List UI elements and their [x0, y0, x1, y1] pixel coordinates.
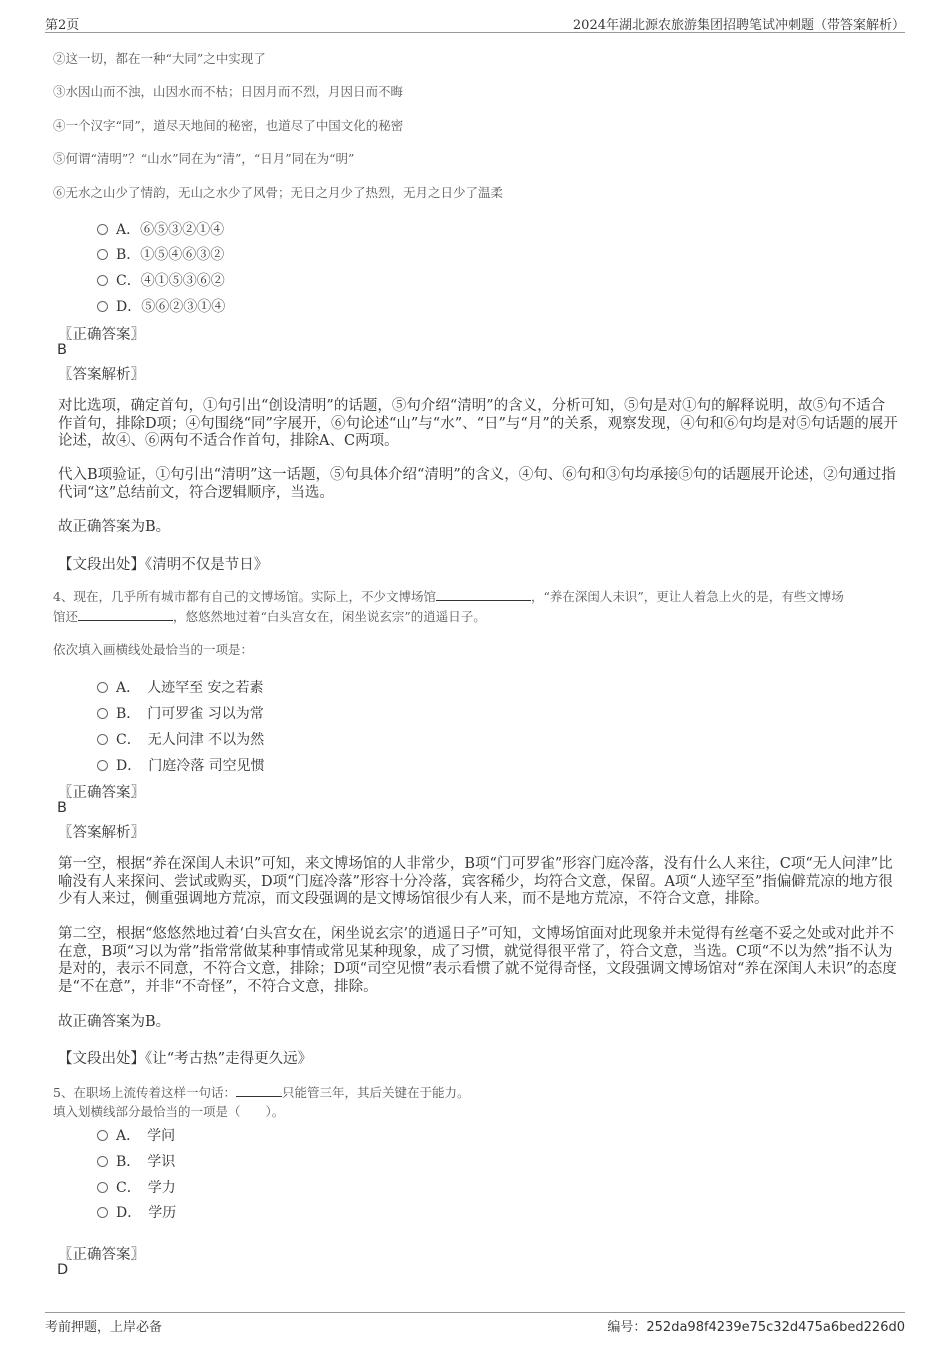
q5-option-a[interactable]: A． 学问 [97, 1125, 175, 1145]
radio-icon[interactable] [97, 1156, 108, 1167]
q3-analysis-p2: 代入B项验证，①句引出“清明”这一话题，⑤句具体介绍“清明”的含义，④句、⑥句和③句均承接⑤句的话题展开论述，②句通过指代词“这”总结前文，符合逻辑顺序，当选。 [58, 467, 896, 501]
q4-option-c[interactable]: C． 无人问津 不以为然 [97, 729, 264, 749]
fill-blank[interactable] [236, 1084, 282, 1097]
q4-stem-line2: 馆还 ，悠悠然地过着“白头宫女在，闲坐说玄宗”的逍遥日子。 [53, 609, 486, 624]
radio-icon[interactable] [97, 275, 108, 286]
sentence-3: ③水因山而不浊，山因水而不枯；日因月而不烈，月因日而不晦 [53, 84, 404, 99]
radio-icon[interactable] [97, 734, 108, 745]
q4-analysis-label: 〖答案解析〗 [58, 825, 145, 841]
sentence-2: ②这一切，都在一种“大同”之中实现了 [53, 51, 266, 66]
q3-analysis-label: 〖答案解析〗 [58, 367, 145, 383]
q3-option-b[interactable]: B．①⑤④⑥③② [97, 244, 224, 264]
page-number: 第2页 [45, 18, 80, 33]
q5-option-c[interactable]: C． 学力 [97, 1177, 176, 1197]
q3-analysis-p3: 故正确答案为B。 [58, 519, 171, 535]
q3-option-c[interactable]: C．④①⑤③⑥② [97, 270, 225, 290]
footer-slogan: 考前押题，上岸必备 [45, 1320, 163, 1335]
q3-answer: B [57, 342, 67, 358]
sentence-6: ⑥无水之山少了情韵，无山之水少了风骨；无日之月少了热烈，无月之日少了温柔 [53, 185, 504, 200]
radio-icon[interactable] [97, 1207, 108, 1218]
q4-option-a[interactable]: A． 人迹罕至 安之若素 [97, 677, 264, 697]
fill-blank[interactable] [78, 608, 173, 621]
q3-answer-label: 〖正确答案〗 [58, 327, 145, 343]
sentence-5: ⑤何谓“清明”？“山水”同在为“清”，“日月”同在为“明” [53, 151, 355, 166]
radio-icon[interactable] [97, 301, 108, 312]
q5-option-d[interactable]: D． 学历 [97, 1202, 176, 1222]
q4-prompt: 依次填入画横线处最恰当的一项是： [53, 642, 254, 657]
q4-analysis-p2: 第二空，根据“悠悠然地过着‘白头宫女在，闲坐说玄宗’的逍遥日子”可知，文博场馆面对此现象并未觉得有丝毫不妥之处或对此并不在意，B项“习以为常”指常常做某种事情或常见某种现象，成了习惯，就觉得很平常了，符合文意，当选。C项“不以为然”指不认为是对的，表示不同意，不符合文意，排除；D项“司空见惯”表示看惯了就不觉得奇怪，文段强调文博场馆对“养在深闺人未识”的态度是“不在意”，并非“不奇怪”，不符合文意，排除。 [58, 926, 897, 995]
q3-source: 【文段出处】《清明不仅是节日》 [58, 557, 269, 573]
radio-icon[interactable] [97, 1182, 108, 1193]
radio-icon[interactable] [97, 708, 108, 719]
document-title: 2024年湖北源农旅游集团招聘笔试冲刺题（带答案解析） [572, 18, 905, 33]
radio-icon[interactable] [97, 1130, 108, 1141]
q4-analysis-p3: 故正确答案为B。 [58, 1014, 171, 1030]
q5-stem: 5、在职场上流传着这样一句话： 只能管三年，其后关键在于能力。 [53, 1085, 470, 1100]
sentence-4: ④一个汉字“同”，道尽天地间的秘密，也道尽了中国文化的秘密 [53, 118, 404, 133]
page-header [45, 12, 905, 33]
radio-icon[interactable] [97, 249, 108, 260]
q5-answer: D [57, 1262, 69, 1278]
q4-option-b[interactable]: B． 门可罗雀 习以为常 [97, 703, 264, 723]
q4-option-d[interactable]: D． 门庭冷落 司空见惯 [97, 755, 265, 775]
q3-option-a[interactable]: A．⑥⑤③②①④ [97, 219, 224, 239]
q5-answer-label: 〖正确答案〗 [58, 1247, 145, 1263]
q3-option-d[interactable]: D．⑤⑥②③①④ [97, 296, 225, 316]
q4-stem-line1: 4、现在，几乎所有城市都有自己的文博场馆。实际上，不少文博场馆 ，“养在深闺人未识”，更让人着急上火的是，有些文博场 [53, 589, 844, 604]
q4-analysis-p1: 第一空，根据“养在深闺人未识”可知，来文博场馆的人非常少，B项“门可罗雀”形容门庭冷落，没有什么人来往，C项“无人问津”比喻没有人来探问、尝试或购买，D项“门庭冷落”形容十分冷落，宾客稀少，均符合文意，保留。A项“人迹罕至”指偏僻荒凉的地方很少有人来过，侧重强调地方荒凉，而文段强调的是文博场馆很少有人来，而不是地方荒凉，不符合文意，排除。 [58, 856, 893, 907]
fill-blank[interactable] [436, 588, 531, 601]
q4-source: 【文段出处】《让“考古热”走得更久远》 [58, 1051, 313, 1067]
q4-answer-label: 〖正确答案〗 [58, 785, 145, 801]
q3-analysis-p1: 对比选项，确定首句，①句引出“创设清明”的话题，⑤句介绍“清明”的含义，分析可知，⑤句是对①句的解释说明，故⑤句不适合作首句，排除D项；④句围绕“同”字展开，⑥句论述“山”与“水”、“日”与“月”的关系，观察发现，④句和⑥句均是对⑤句话题的展开论述，故④、⑥两句不适合作首句，排除A、C两项。 [58, 398, 898, 449]
radio-icon[interactable] [97, 682, 108, 693]
q5-prompt: 填入划横线部分最恰当的一项是（ ）。 [53, 1104, 285, 1119]
radio-icon[interactable] [97, 760, 108, 771]
q4-answer: B [57, 800, 67, 816]
radio-icon[interactable] [97, 224, 108, 235]
q5-option-b[interactable]: B． 学识 [97, 1151, 175, 1171]
page-footer [45, 1312, 905, 1335]
footer-code: 编号：252da98f4239e75c32d475a6bed226d0 [607, 1320, 905, 1335]
